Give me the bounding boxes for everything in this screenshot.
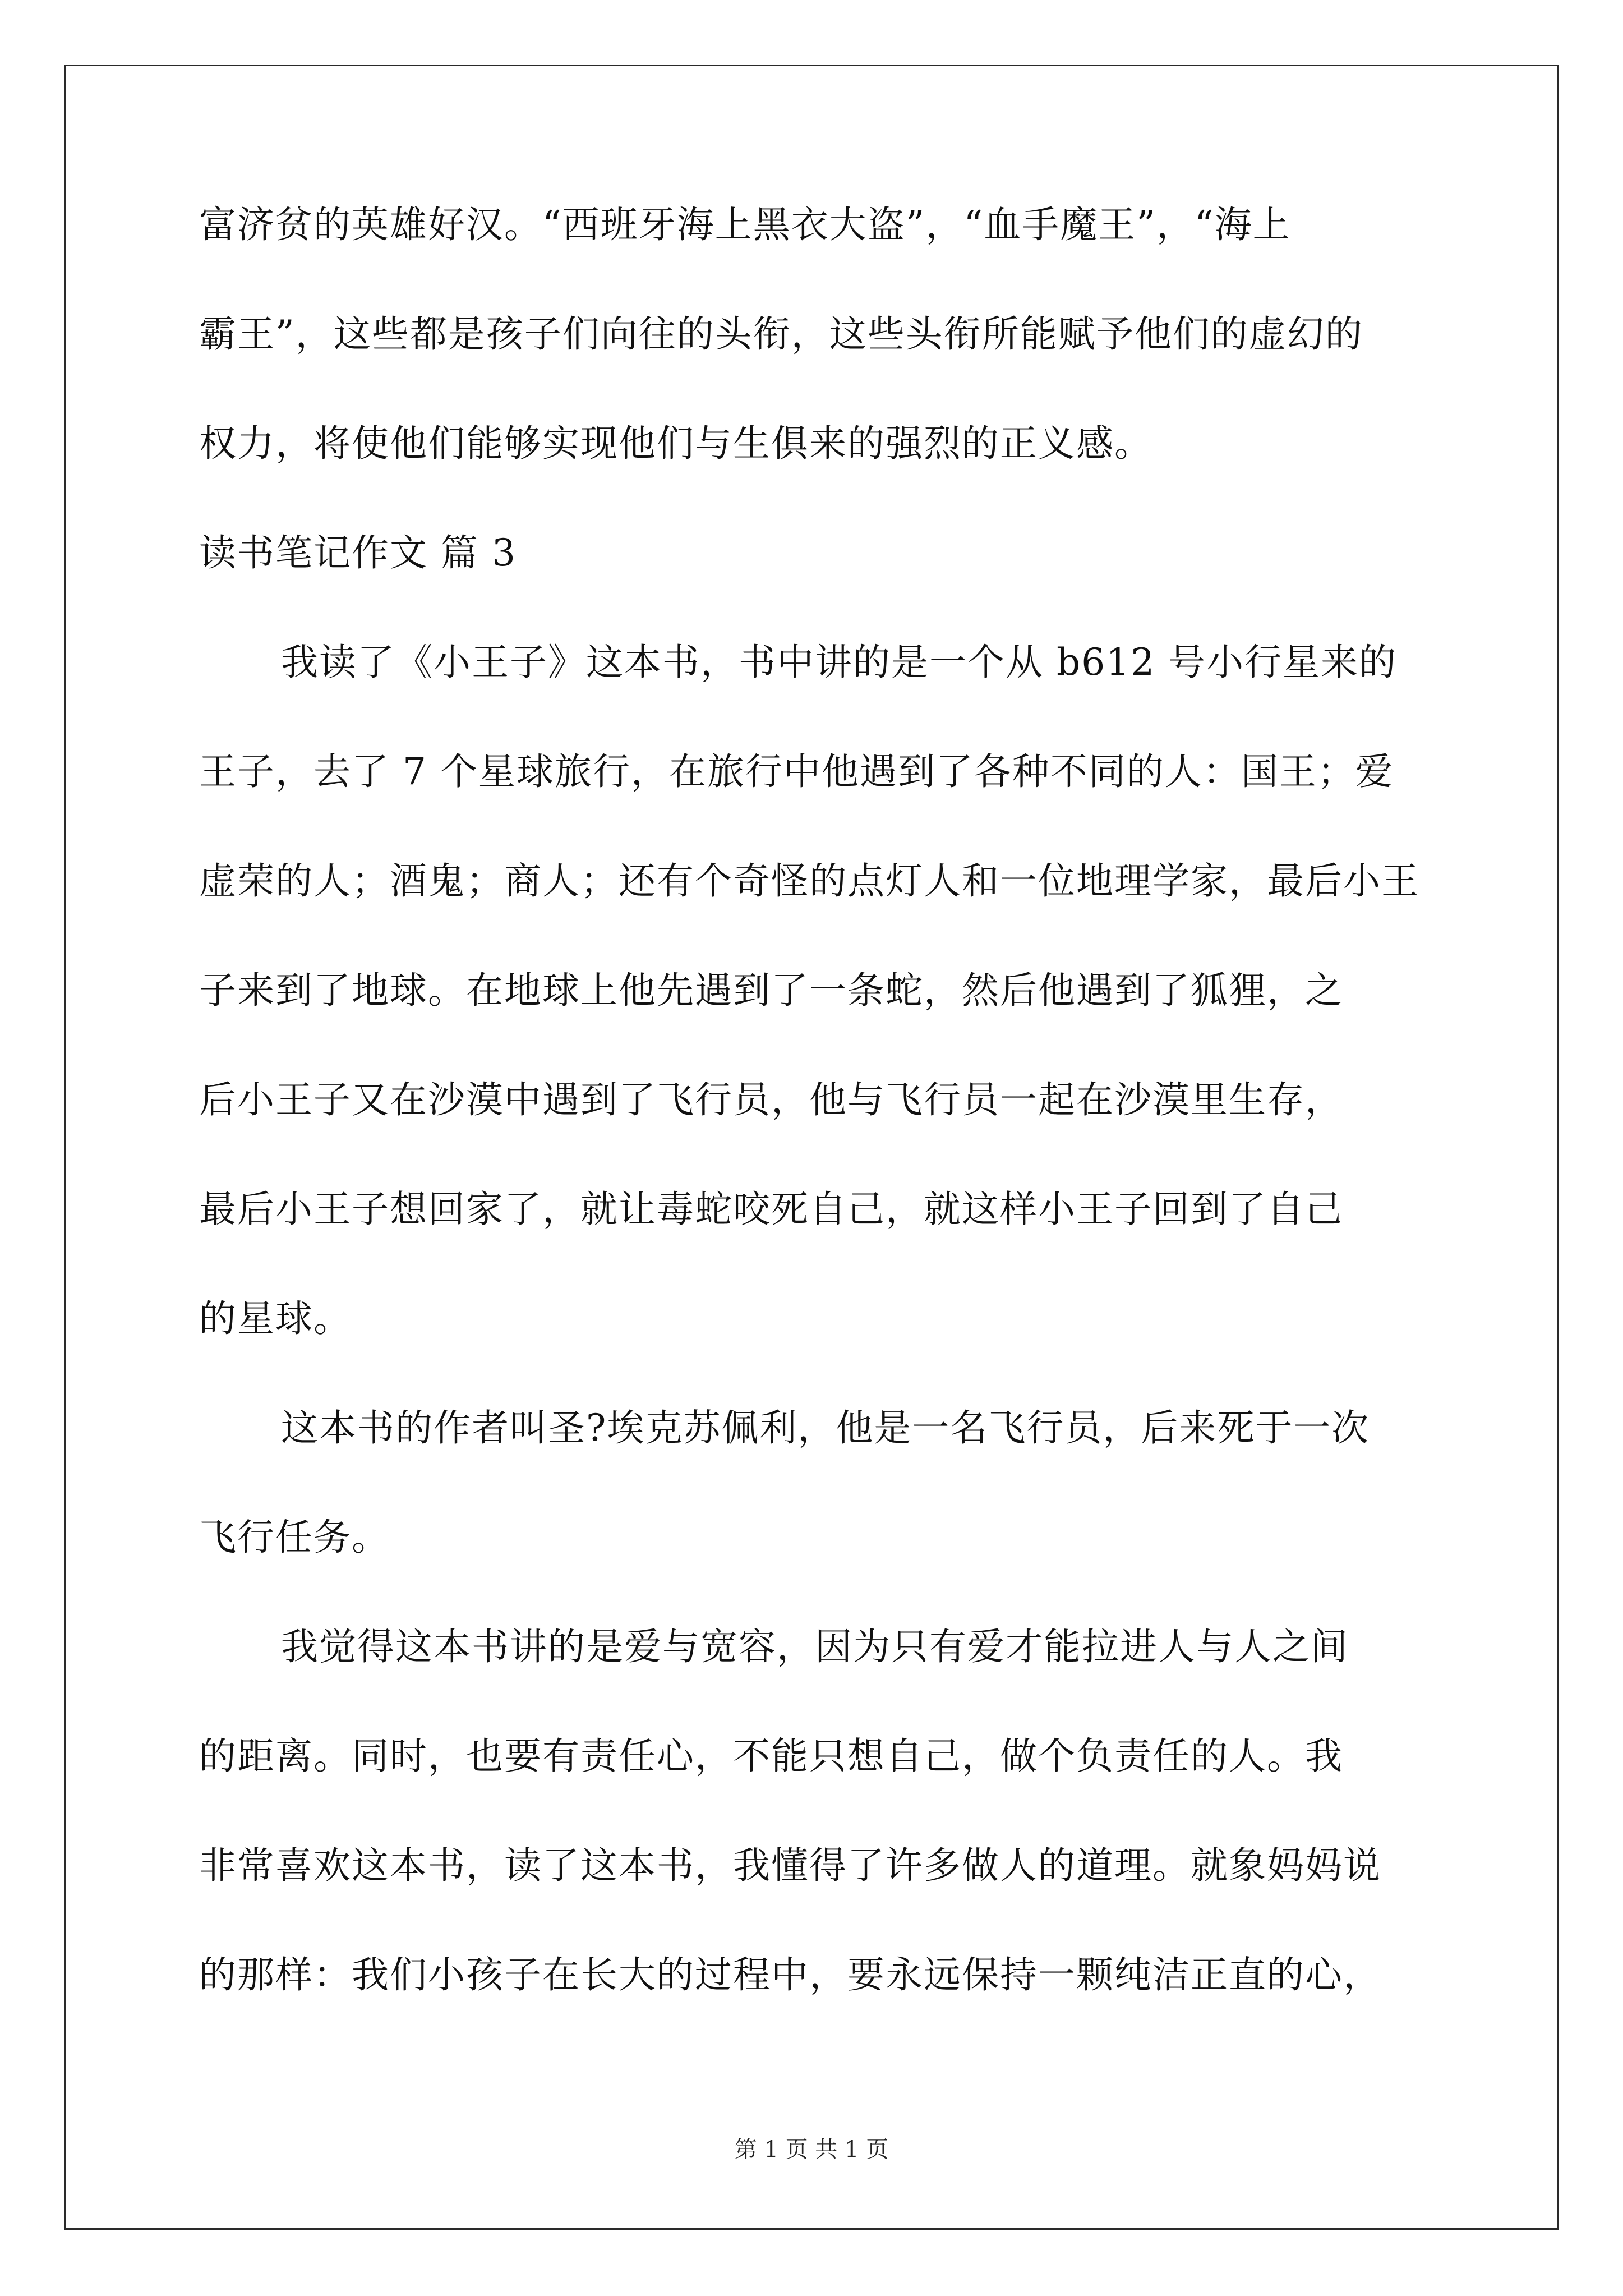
text-line: 的星球。	[199, 1297, 352, 1340]
text-line: 权力，将使他们能够实现他们与生俱来的强烈的正义感。	[199, 422, 1152, 465]
text-line: 飞行任务。	[199, 1516, 390, 1559]
section-heading: 读书笔记作文 篇 3	[199, 531, 517, 574]
text-line: 子来到了地球。在地球上他先遇到了一条蛇，然后他遇到了狐狸，之	[199, 969, 1343, 1012]
text-line: 的那样：我们小孩子在长大的过程中，要永远保持一颗纯洁正直的心，	[199, 1953, 1381, 1996]
paragraph	[199, 637, 1427, 1345]
text-line: 非常喜欢这本书，读了这本书，我懂得了许多做人的道理。就象妈妈说	[199, 1844, 1381, 1887]
text-line: 我读了《小王子》这本书，书中讲的是一个从 b612 号小行星来的	[281, 641, 1398, 684]
text-line: 富济贫的英雄好汉。“西班牙海上黑衣大盗”，“血手魔王”，“海上	[199, 203, 1291, 246]
text-line: 霸王”，这些都是孩子们向往的头衔，这些头衔所能赋予他们的虚幻的	[199, 312, 1363, 356]
text-line: 王子，去了 7 个星球旅行，在旅行中他遇到了各种不同的人：国王；爱	[199, 750, 1394, 793]
document-body	[199, 199, 1427, 2001]
text-line: 我觉得这本书讲的是爱与宽容，因为只有爱才能拉进人与人之间	[281, 1625, 1349, 1668]
text-line: 最后小王子想回家了，就让毒蛇咬死自己，就这样小王子回到了自己	[199, 1188, 1343, 1231]
text-line: 后小王子又在沙漠中遇到了飞行员，他与飞行员一起在沙漠里生存，	[199, 1078, 1343, 1121]
paragraph	[199, 199, 1427, 470]
text-line: 的距离。同时，也要有责任心，不能只想自己，做个负责任的人。我	[199, 1734, 1343, 1778]
text-line: 这本书的作者叫圣?埃克苏佩利，他是一名飞行员，后来死于一次	[281, 1406, 1370, 1450]
paragraph	[199, 1621, 1427, 2001]
text-line: 虚荣的人；酒鬼；商人；还有个奇怪的点灯人和一位地理学家，最后小王	[199, 859, 1419, 903]
page-footer: 第 1 页 共 1 页	[734, 2137, 889, 2162]
paragraph	[199, 1402, 1427, 1563]
